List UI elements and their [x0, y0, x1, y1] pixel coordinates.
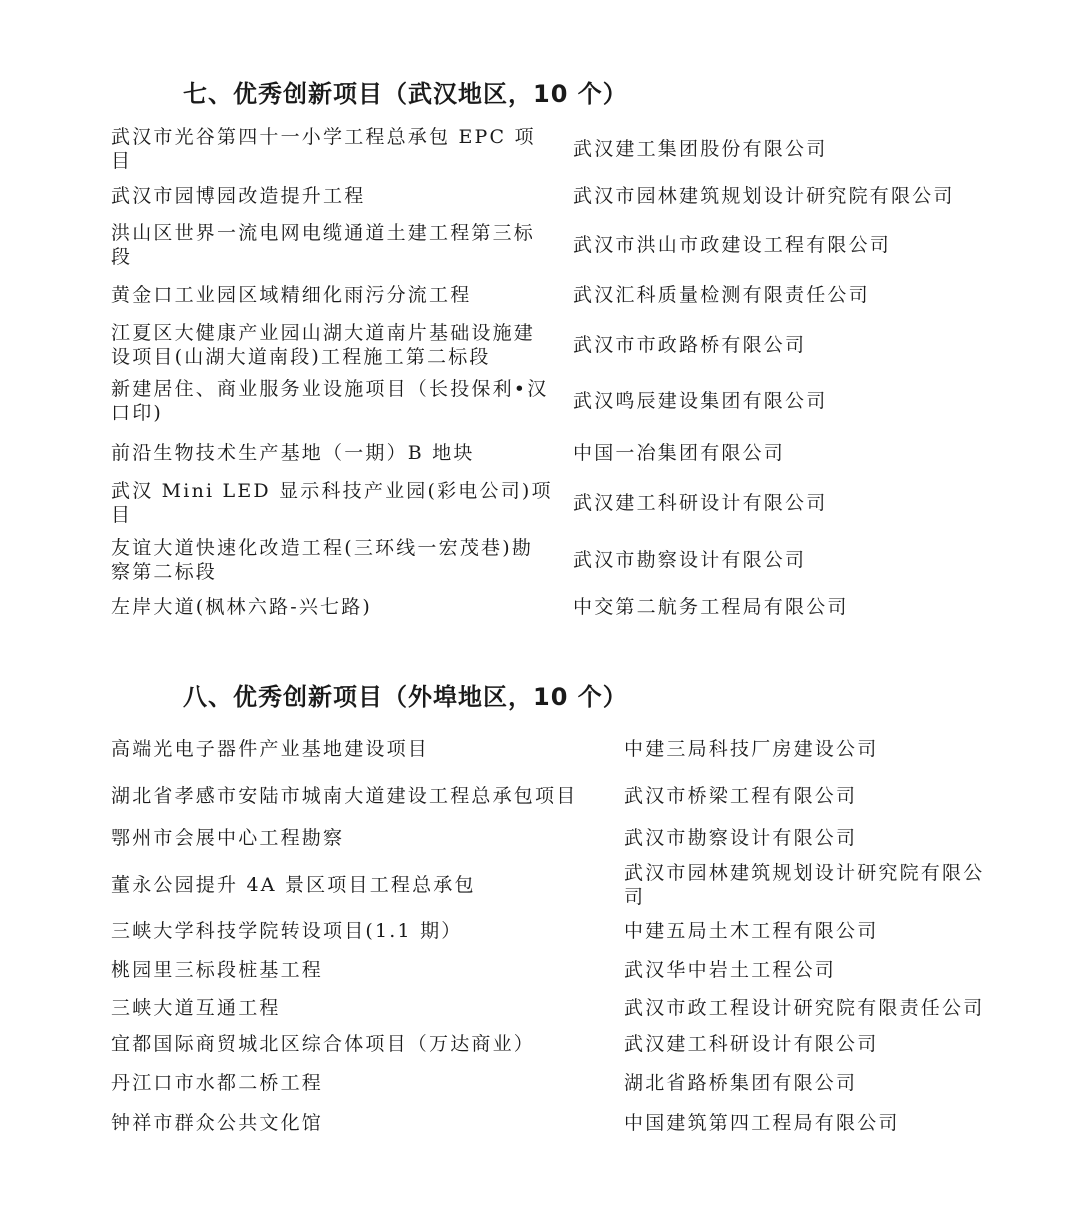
table-row-company: 武汉鸣辰建设集团有限公司	[573, 390, 828, 412]
table-row-project: 新建居住、商业服务业设施项目（长投保利•汉口印)	[111, 378, 549, 424]
table-row-company: 武汉建工集团股份有限公司	[573, 138, 828, 160]
table-row-project: 武汉 Mini LED 显示科技产业园(彩电公司)项目	[111, 480, 553, 526]
table-row-company: 武汉华中岩土工程公司	[624, 959, 837, 981]
table-row-project: 桃园里三标段桩基工程	[111, 959, 324, 981]
table-row-company: 武汉市桥梁工程有限公司	[624, 785, 858, 807]
table-row-company: 武汉市园林建筑规划设计研究院有限公司	[573, 185, 955, 207]
table-row-project: 黄金口工业园区域精细化雨污分流工程	[111, 284, 472, 306]
section-8-heading: 八、优秀创新项目（外埠地区，10 个）	[183, 683, 628, 711]
table-row-project: 友谊大道快速化改造工程(三环线一宏茂巷)勘察第二标段	[111, 537, 534, 583]
table-row-company: 中建五局土木工程有限公司	[624, 920, 879, 942]
table-row-company: 武汉市政工程设计研究院有限责任公司	[624, 997, 985, 1019]
table-row-project: 董永公园提升 4A 景区项目工程总承包	[111, 874, 476, 896]
table-row-project: 丹江口市水都二桥工程	[111, 1072, 324, 1094]
table-row-company: 中国一冶集团有限公司	[573, 442, 786, 464]
table-row-company: 武汉汇科质量检测有限责任公司	[573, 284, 870, 306]
table-row-project: 宜都国际商贸城北区综合体项目（万达商业）	[111, 1033, 536, 1055]
table-row-company: 湖北省路桥集团有限公司	[624, 1072, 858, 1094]
table-row-company: 中交第二航务工程局有限公司	[573, 596, 849, 618]
table-row-project: 湖北省孝感市安陆市城南大道建设工程总承包项目	[111, 785, 578, 807]
table-row-project: 前沿生物技术生产基地（一期）B 地块	[111, 442, 475, 464]
table-row-company: 武汉市勘察设计有限公司	[573, 549, 807, 571]
table-row-project: 江夏区大健康产业园山湖大道南片基础设施建设项目(山湖大道南段)工程施工第二标段	[111, 322, 536, 368]
table-row-project: 鄂州市会展中心工程勘察	[111, 827, 345, 849]
table-row-company: 武汉建工科研设计有限公司	[573, 492, 828, 514]
table-row-company: 武汉市园林建筑规划设计研究院有限公司	[624, 862, 985, 908]
table-row-company: 武汉市洪山市政建设工程有限公司	[573, 234, 892, 256]
table-row-company: 中国建筑第四工程局有限公司	[624, 1112, 900, 1134]
table-row-project: 武汉市园博园改造提升工程	[111, 185, 366, 207]
section-7-heading: 七、优秀创新项目（武汉地区，10 个）	[183, 80, 628, 108]
table-row-project: 三峡大道互通工程	[111, 997, 281, 1019]
table-row-project: 钟祥市群众公共文化馆	[111, 1112, 324, 1134]
table-row-project: 三峡大学科技学院转设项目(1.1 期）	[111, 920, 463, 942]
table-row-company: 武汉建工科研设计有限公司	[624, 1033, 879, 1055]
table-row-project: 武汉市光谷第四十一小学工程总承包 EPC 项目	[111, 126, 536, 172]
table-row-company: 中建三局科技厂房建设公司	[624, 738, 879, 760]
table-row-project: 左岸大道(枫林六路-兴七路)	[111, 596, 373, 618]
table-row-project: 高端光电子器件产业基地建设项目	[111, 738, 430, 760]
table-row-project: 洪山区世界一流电网电缆通道土建工程第三标段	[111, 222, 536, 268]
table-row-company: 武汉市市政路桥有限公司	[573, 334, 807, 356]
table-row-company: 武汉市勘察设计有限公司	[624, 827, 858, 849]
